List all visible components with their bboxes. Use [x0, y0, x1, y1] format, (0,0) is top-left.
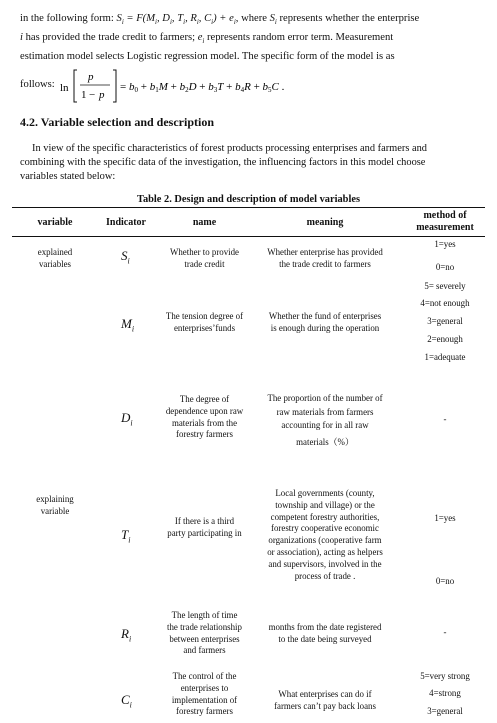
symbol-e: $e_i$ [197, 32, 205, 46]
svg-text:= b0 + b1M + b2D + b3T + b4R +: = b0 + b1M + b2D + b3T + b4R + b5C . [120, 81, 285, 94]
row-m-measure-2: 4=not enough [420, 298, 470, 308]
meaning-line: to the date being surveyed [278, 633, 372, 644]
meaning-line: township and village) or the [275, 499, 375, 510]
meaning-line: process of trade . [294, 570, 356, 581]
row-c-name [157, 671, 252, 718]
meaning-line: or association), acting as helpers [267, 546, 383, 557]
indicator-s: $S_i$ [121, 248, 130, 266]
header-method-line-2: measurement [416, 222, 474, 233]
follows-label: follows: [20, 79, 55, 90]
meaning-line: months from the date registered [268, 622, 382, 632]
meaning-line: farmers can’t pay back loans [274, 700, 376, 711]
meaning-line: forestry cooperative economic [271, 523, 379, 534]
group-label-line: variable [40, 505, 70, 516]
svg-text:p: p [88, 71, 94, 83]
row-c-meaning [255, 689, 395, 713]
header-meaning: meaning [306, 217, 344, 228]
table-top-rule [12, 207, 485, 208]
row-d-name [157, 394, 252, 441]
row-t-name [157, 516, 252, 540]
header-indicator: Indicator [106, 217, 146, 228]
table-caption: Table 2. Design and description of model variables [136, 194, 361, 205]
row-d-meaning [255, 392, 395, 449]
intro-text: represents whether the enterprise [276, 13, 420, 24]
name-line: between enterprises [169, 633, 240, 644]
group-label-line: variables [38, 258, 72, 269]
logit-formula-line [20, 66, 490, 114]
section-paragraph-line-2: combining with the specific data of the investigation, the influencing factors in this model choose [20, 157, 426, 168]
group-label-line: explaining [36, 494, 74, 504]
intro-text: has provided the trade credit to farmers; [25, 32, 198, 43]
row-t-measure-1: 1=yes [434, 513, 456, 523]
section-paragraph-line-3: variables stated below: [20, 171, 116, 182]
group-explaining [15, 494, 95, 518]
meaning-line: raw materials from farmers [276, 406, 374, 417]
svg-text:p: p [99, 89, 105, 101]
row-m-name [157, 311, 252, 335]
intro-text: , where [235, 13, 270, 24]
row-s-measure-1: 1=yes [434, 239, 456, 249]
meaning-line: Local governments (county, [275, 488, 375, 498]
intro-text: represents random error term. Measurement [204, 32, 394, 43]
section-paragraph-line-1: In view of the specific characteristics of forest products processing enterprises and farmers and [32, 143, 427, 154]
row-s-name [157, 247, 252, 271]
row-m-measure-3: 3=general [427, 316, 463, 326]
row-m-measure-5: 1=adequate [424, 352, 466, 362]
header-name: name [192, 217, 217, 228]
name-line: forestry farmers [176, 706, 233, 717]
model-equation: $S_i = F(M_i$, $D_i$, $T_i$, $R_i$, $C_i) + e_i$ [116, 13, 236, 27]
row-c-measure-1: 5=very strong [420, 671, 470, 681]
row-t-meaning [255, 488, 395, 582]
meaning-line: organizations (cooperative farm [268, 535, 382, 546]
name-line: The control of the [172, 671, 237, 681]
indicator-r: $R_i$ [121, 626, 132, 644]
name-line: The length of time [171, 610, 238, 620]
symbol-i: i [20, 32, 23, 43]
svg-text:ln: ln [60, 82, 69, 94]
row-c-measure-2: 4=strong [429, 688, 461, 698]
row-s-measure-2: 0=no [435, 262, 455, 272]
row-m-measure-1: 5= severely [424, 281, 466, 291]
meaning-line: materials（%） [296, 436, 354, 447]
name-line: enterprises to [180, 682, 229, 693]
indicator-d: $D_i$ [121, 410, 133, 428]
meaning-line: Whether the fund of enterprises [268, 311, 382, 321]
name-line: trade credit [184, 258, 225, 269]
row-m-measure-4: 2=enough [427, 334, 463, 344]
meaning-line: and supervisors, involved in the [268, 558, 382, 569]
row-r-name [157, 610, 252, 657]
meaning-line: competent forestry authorities, [270, 511, 380, 522]
group-label-line: explained [37, 247, 73, 257]
name-line: and farmers [183, 645, 226, 656]
symbol-s: $S_i$ [269, 13, 277, 27]
meaning-line: is enough during the operation [270, 322, 380, 333]
indicator-m: $M_i$ [121, 316, 135, 334]
header-method [405, 210, 485, 234]
name-line: party participating in [167, 527, 242, 538]
meaning-line: the trade credit to farmers [279, 258, 371, 269]
meaning-line: accounting for in all raw [281, 420, 369, 430]
name-line: enterprises’funds [173, 322, 236, 333]
row-r-measure: - [443, 627, 447, 637]
meaning-line: The proportion of the number of [267, 393, 383, 403]
name-line: The degree of [179, 394, 230, 404]
name-line: forestry farmers [176, 429, 233, 440]
indicator-c: $C_i$ [121, 692, 132, 710]
intro-line-3: estimation model selects Logistic regression model. The specific form of the model is as [20, 51, 395, 62]
indicator-t: $T_i$ [121, 527, 131, 545]
meaning-line: Whether enterprise has provided [267, 247, 383, 257]
row-c-measure-3: 3=general [427, 706, 463, 716]
intro-text: in the following form: [20, 13, 117, 24]
section-heading: 4.2. Variable selection and description [20, 115, 215, 129]
header-variable: variable [37, 217, 73, 228]
row-r-meaning [255, 622, 395, 646]
name-line: The tension degree of [165, 311, 244, 321]
group-explained [15, 247, 95, 271]
header-method-line-1: method of [423, 210, 467, 221]
row-m-meaning [255, 311, 395, 335]
logit-formula [60, 66, 360, 106]
name-line: the trade relationship [167, 621, 242, 632]
name-line: materials from the [171, 417, 238, 428]
row-t-measure-2: 0=no [435, 576, 455, 586]
svg-text:−: − [89, 89, 96, 101]
svg-text:1: 1 [81, 89, 87, 101]
meaning-line: What enterprises can do if [278, 689, 372, 699]
name-line: Whether to provide [169, 247, 239, 257]
row-d-measure: - [443, 414, 447, 424]
name-line: dependence upon raw [165, 405, 244, 416]
row-s-meaning [255, 247, 395, 271]
name-line: implementation of [171, 694, 238, 705]
name-line: If there is a third [174, 516, 235, 526]
table-header-rule [12, 236, 485, 237]
